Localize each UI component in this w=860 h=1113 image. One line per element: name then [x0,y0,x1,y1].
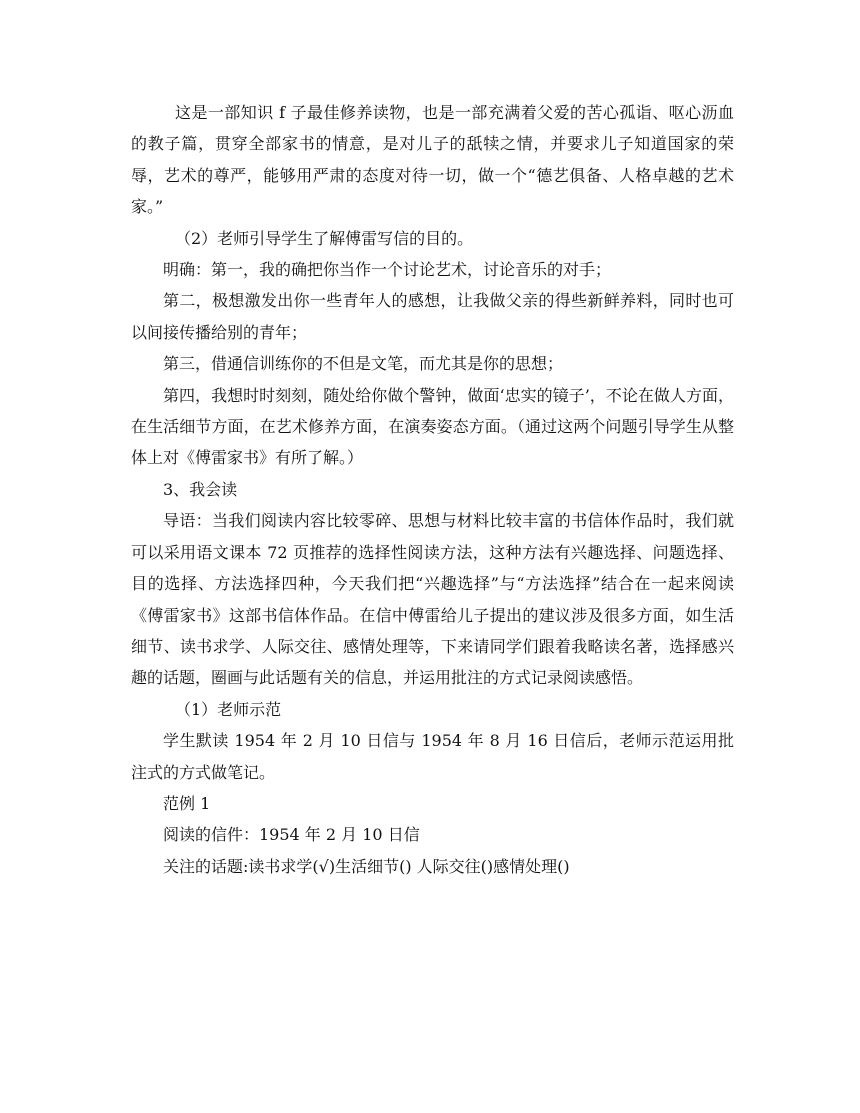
paragraph-second: 第二，极想激发出你一些青年人的感想，让我做父亲的得些新鲜养料，同时也可以间接传播给别的青年； [131,291,734,342]
letter-read-line: 阅读的信件：1954 年 2 月 10 日信 [163,825,420,845]
topic-selection-line: 关注的话题:读书求学(√)生活细节() 人际交往()感情处理() [163,856,570,876]
document-body [131,97,734,882]
paragraph-intro-summary: 这是一部知识 f 子最佳修养读物，也是一部充满着父爱的苦心孤诣、呕心沥血的教子篇，贯穿全部家书的情意，是对儿子的舐犊之情，并要求儿子知道国家的荣辱，艺术的尊严，能够用严肃的态度对待一切，做一个“德艺俱备、人格卓越的艺术家。” [131,103,734,217]
example-label: 范例 1 [163,793,211,813]
paragraph-clarify-first: 明确：第一，我的确把你当作一个讨论艺术，讨论音乐的对手； [163,260,612,280]
paragraph-third: 第三，借通信训练你的不但是文笔，而尤其是你的思想； [163,354,564,374]
paragraph-lead-in: 导语：当我们阅读内容比较零碎、思想与材料比较丰富的书信体作品时，我们就可以采用语文课本 72 页推荐的选择性阅读方法，这种方法有兴趣选择、问题选择、目的选择、方法选择四种，今天我们把“兴趣选择”与“方法选择”结合在一起来阅读《傅雷家书》这部书信体作品。在信中傅雷给儿子提出的建议涉及很多方面，如生活细节、读书求学、人际交往、感情处理等，下来请同学们跟着我略读名著，选择感兴趣的话题，圈画与此话题有关的信息，并运用批注的方式记录阅读感悟。 [131,511,734,688]
section-heading-reading: 3、我会读 [163,479,238,499]
subheading-teacher-demo: （1）老师示范 [175,699,282,719]
paragraph-silent-reading: 学生默读 1954 年 2 月 10 日信与 1954 年 8 月 16 日信后，老师示范运用批注式的方式做笔记。 [131,731,734,782]
paragraph-fourth: 第四，我想时时刻刻，随处给你做个警钟，做面‘忠实的镜子’，不论在做人方面，在生活细节方面，在艺术修养方面，在演奏姿态方面。（通过这两个问题引导学生从整体上对《傅雷家书》有所了解。） [131,385,734,468]
paragraph-question-2: （2）老师引导学生了解傅雷写信的目的。 [175,228,474,248]
